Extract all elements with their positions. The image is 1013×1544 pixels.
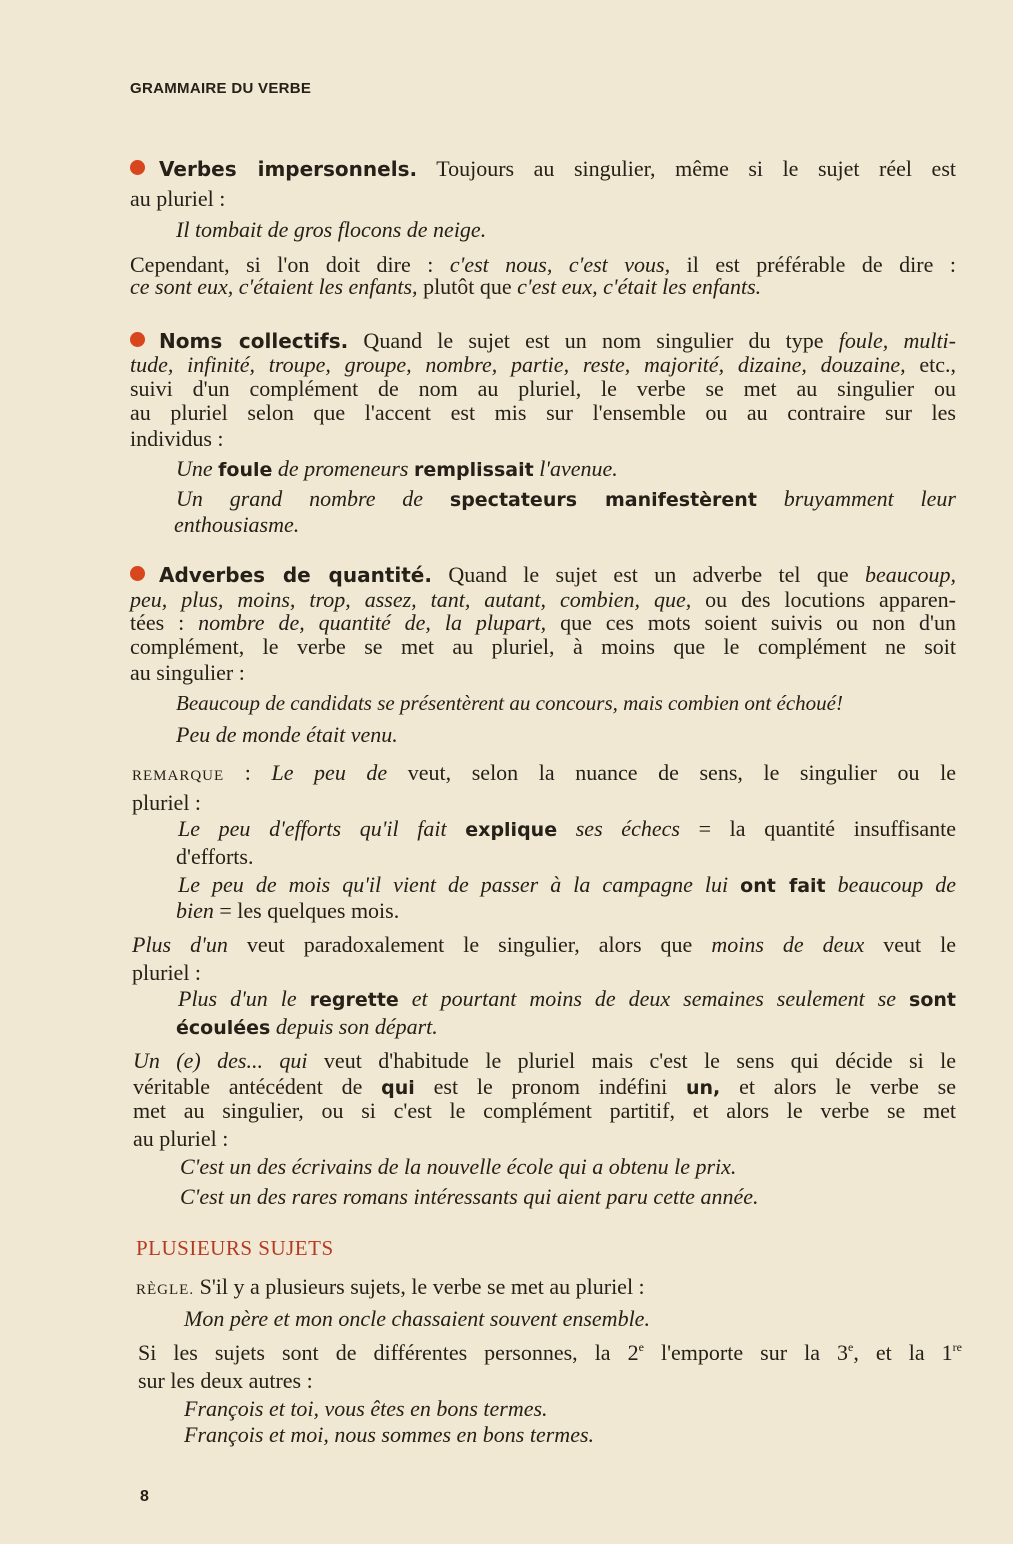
remarque-line-1: REMARQUE : Le peu de veut, selon la nuance de sens, le singulier ou le <box>132 760 956 785</box>
adverbes-line-4: complément, le verbe se met au pluriel, à moins que le complément ne soit <box>130 634 956 659</box>
example-line: enthousiasme. <box>174 512 300 537</box>
example-line: d'efforts. <box>176 844 254 869</box>
noms-collectifs-line-1: Noms collectifs. Quand le sujet est un nom singulier du type foule, multi- <box>130 328 956 354</box>
regle-line: RÈGLE. S'il y a plusieurs sujets, le verbe se met au pluriel : <box>136 1274 645 1299</box>
example-line: Plus d'un le regrette et pourtant moins de deux semaines seulement se sont <box>178 986 956 1011</box>
un-des-qui-line-3: met au singulier, ou si c'est le complément partitif, et alors le verbe se met <box>133 1098 956 1123</box>
plus-d-un-line-2: pluriel : <box>132 960 202 985</box>
section-title-noms-collectifs: Noms collectifs. <box>159 329 349 353</box>
example-line: écoulées depuis son départ. <box>176 1014 438 1039</box>
example-line: C'est un des écrivains de la nouvelle école qui a obtenu le prix. <box>180 1154 737 1179</box>
orange-bullet-icon <box>130 160 145 175</box>
personnes-line-1: Si les sujets sont de différentes personnes, la 2e l'emporte sur la 3e, et la 1re <box>138 1340 962 1365</box>
verbes-impersonnels-line-1: Verbes impersonnels. Toujours au singulier, même si le sujet réel est <box>130 156 956 182</box>
example-line: François et moi, nous sommes en bons termes. <box>184 1422 595 1447</box>
section-heading-plusieurs-sujets: PLUSIEURS SUJETS <box>136 1236 334 1260</box>
example-line: bien = les quelques mois. <box>176 898 400 923</box>
section-title-adverbes-de-quantite: Adverbes de quantité. <box>159 563 432 587</box>
un-des-qui-line-2: véritable antécédent de qui est le pronom indéfini un, et alors le verbe se <box>133 1074 956 1099</box>
cependant-line-1: Cependant, si l'on doit dire : c'est nous, c'est vous, il est préférable de dire : <box>130 252 956 277</box>
example-line: Une foule de promeneurs remplissait l'avenue. <box>176 456 618 481</box>
example-line: François et toi, vous êtes en bons termes. <box>184 1396 548 1421</box>
running-head: GRAMMAIRE DU VERBE <box>130 80 312 97</box>
example-line: Mon père et mon oncle chassaient souvent ensemble. <box>184 1306 650 1331</box>
adverbes-line-1: Adverbes de quantité. Quand le sujet est un adverbe tel que beaucoup, <box>130 562 956 588</box>
example-line: Le peu d'efforts qu'il fait explique ses échecs = la quantité insuffisante <box>178 816 956 841</box>
plus-d-un-line-1: Plus d'un veut paradoxalement le singulier, alors que moins de deux veut le <box>132 932 956 957</box>
regle-label: RÈGLE. <box>136 1282 195 1298</box>
orange-bullet-icon <box>130 566 145 581</box>
example-line: C'est un des rares romans intéressants qui aient paru cette année. <box>180 1184 759 1209</box>
remarque-label: REMARQUE <box>132 768 225 784</box>
section-title-verbes-impersonnels: Verbes impersonnels. <box>159 157 418 181</box>
example-line: Peu de monde était venu. <box>176 722 398 747</box>
noms-collectifs-line-2: tude, infinité, troupe, groupe, nombre, partie, reste, majorité, dizaine, douzaine, etc., <box>130 352 956 377</box>
un-des-qui-line-1: Un (e) des... qui veut d'habitude le pluriel mais c'est le sens qui décide si le <box>133 1048 957 1073</box>
verbes-impersonnels-line-2: au pluriel : <box>130 186 226 211</box>
example-line: Le peu de mois qu'il vient de passer à la campagne lui ont fait beaucoup de <box>178 872 956 897</box>
example-line: Beaucoup de candidats se présentèrent au concours, mais combien ont échoué! <box>176 691 843 715</box>
adverbes-line-2: peu, plus, moins, trop, assez, tant, autant, combien, que, ou des locutions apparen- <box>130 587 956 612</box>
example-line: Un grand nombre de spectateurs manifestèrent bruyamment leur <box>176 486 956 511</box>
personnes-line-2: sur les deux autres : <box>138 1368 313 1393</box>
un-des-qui-line-4: au pluriel : <box>133 1126 229 1151</box>
page-number: 8 <box>140 1488 149 1505</box>
example-line: Il tombait de gros flocons de neige. <box>176 217 487 242</box>
adverbes-line-5: au singulier : <box>130 660 245 685</box>
noms-collectifs-line-5: individus : <box>130 426 224 451</box>
noms-collectifs-line-3: suivi d'un complément de nom au pluriel, le verbe se met au singulier ou <box>130 376 956 401</box>
orange-bullet-icon <box>130 332 145 347</box>
adverbes-line-3: tées : nombre de, quantité de, la plupart, que ces mots soient suivis ou non d'un <box>130 610 956 635</box>
cependant-line-2: ce sont eux, c'étaient les enfants, plutôt que c'est eux, c'était les enfants. <box>130 274 762 299</box>
noms-collectifs-line-4: au pluriel selon que l'accent est mis sur l'ensemble ou au contraire sur les <box>130 400 956 425</box>
remarque-line-2: pluriel : <box>132 790 202 815</box>
